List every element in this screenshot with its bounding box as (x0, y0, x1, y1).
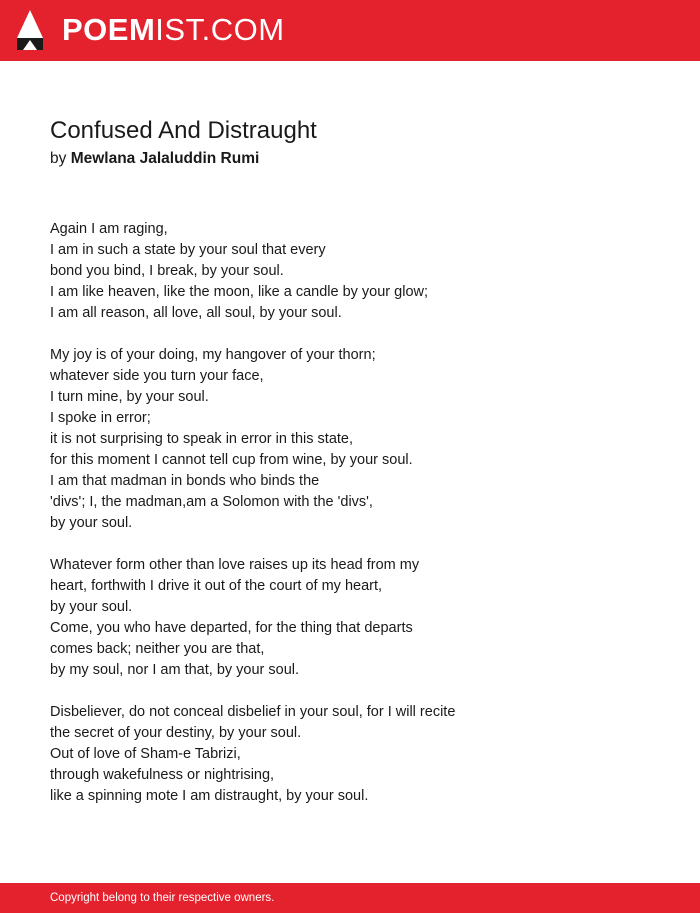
poem-line: Whatever form other than love raises up its head from my (50, 557, 420, 573)
poem-line: Out of love of Sham-e Tabrizi, (50, 746, 241, 762)
by-label: by (50, 150, 67, 167)
site-logo[interactable] (62, 12, 285, 48)
poem-line: whatever side you turn your face, (50, 368, 264, 384)
site-header (0, 0, 700, 61)
byline (50, 149, 259, 169)
poem-body (50, 219, 670, 828)
poem-stanza (50, 702, 670, 807)
pencil-tip-icon[interactable] (16, 10, 44, 52)
poem-line: I spoke in error; (50, 410, 151, 426)
poem-line: I am in such a state by your soul that every (50, 242, 326, 258)
poem-stanza (50, 555, 670, 681)
poem-line: the secret of your destiny, by your soul. (50, 725, 302, 741)
logo-text-bold: POEM (62, 12, 156, 47)
poem-line: like a spinning mote I am distraught, by your soul. (50, 788, 369, 804)
poem-line: Disbeliever, do not conceal disbelief in your soul, for I will recite (50, 704, 456, 720)
poem-line: by your soul. (50, 599, 133, 615)
poem-line: I am that madman in bonds who binds the (50, 473, 320, 489)
poem-line: I turn mine, by your soul. (50, 389, 209, 405)
poem-line: for this moment I cannot tell cup from wine, by your soul. (50, 452, 413, 468)
poem-line: 'divs'; I, the madman,am a Solomon with the 'divs', (50, 494, 373, 510)
poem-line: comes back; neither you are that, (50, 641, 265, 657)
poem-line: it is not surprising to speak in error in this state, (50, 431, 354, 447)
poem-line: through wakefulness or nightrising, (50, 767, 275, 783)
logo-text-light: IST.COM (155, 12, 285, 47)
poem-line: bond you bind, I break, by your soul. (50, 263, 284, 279)
poem-line: heart, forthwith I drive it out of the court of my heart, (50, 578, 383, 594)
poem-stanza (50, 345, 670, 534)
poem-line: I am all reason, all love, all soul, by your soul. (50, 305, 342, 321)
poem-line: Come, you who have departed, for the thing that departs (50, 620, 413, 636)
site-footer (0, 883, 700, 913)
poem-title: Confused And Distraught (50, 117, 317, 144)
poem-line: by my soul, nor I am that, by your soul. (50, 662, 300, 678)
poem-line: Again I am raging, (50, 221, 168, 237)
copyright-text: Copyright belong to their respective owners. (50, 892, 275, 904)
poem-line: I am like heaven, like the moon, like a candle by your glow; (50, 284, 429, 300)
author-name: Mewlana Jalaluddin Rumi (70, 150, 260, 167)
poem-line: by your soul. (50, 515, 133, 531)
poem-line: My joy is of your doing, my hangover of your thorn; (50, 347, 376, 363)
poem-stanza (50, 219, 670, 324)
